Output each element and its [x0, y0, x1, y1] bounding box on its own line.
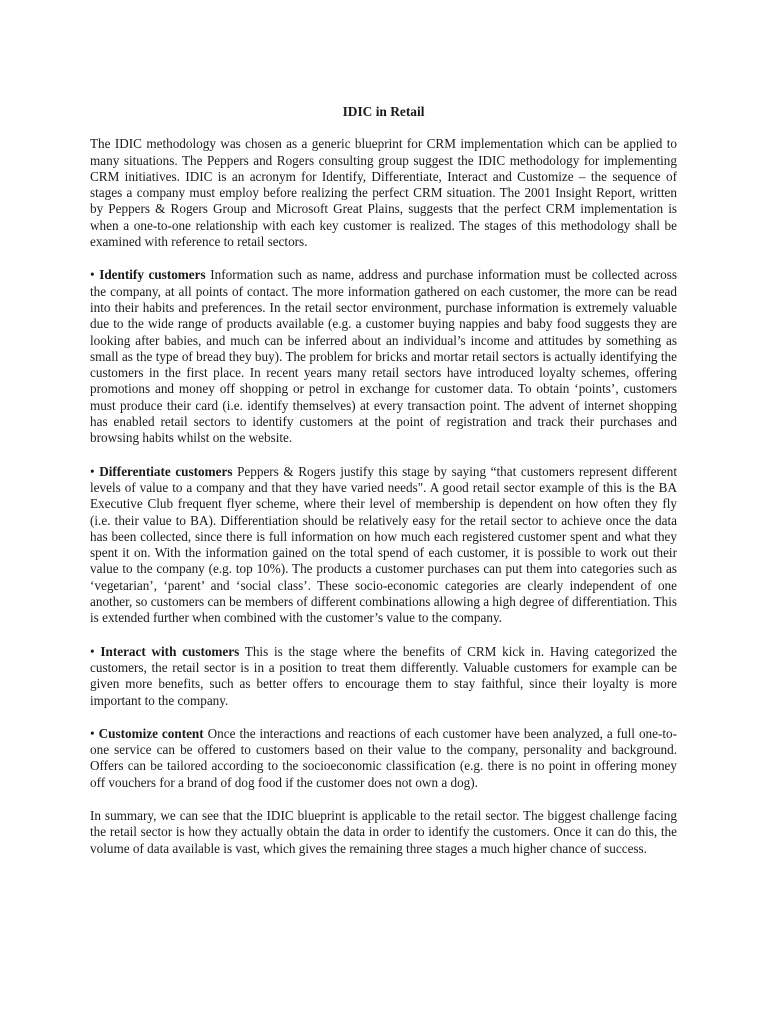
summary-paragraph: In summary, we can see that the IDIC blueprint is applicable to the retail sector. The biggest challenge facing the retail sector is how they actually obtain the data in order to identify the customers. Once it can do this, the volume of data available is vast, which gives the remaining three stages a much higher chance of success. — [90, 807, 677, 856]
section-identify — [90, 267, 677, 446]
bullet-marker: • — [90, 725, 95, 741]
section-text: This is the stage where the benefits of CRM kick in. Having categorized the customers, the retail sector is in a position to treat them differently. Valuable customers for example can be given more benefits, such as better offers to encourage them to stay faithful, since their loyalty is more important to the company. — [90, 643, 677, 708]
intro-paragraph: The IDIC methodology was chosen as a generic blueprint for CRM implementation which can be applied to many situations. The Peppers and Rogers consulting group suggest the IDIC methodology for implementing CRM initiatives. IDIC is an acronym for Identify, Differentiate, Interact and Customize – the sequence of stages a company must employ before realizing the perfect CRM situation. The 2001 Insight Report, written by Peppers & Rogers Group and Microsoft Great Plains, suggests that the perfect CRM implementation is when a one-to-one relationship with each key customer is realized. The stages of this methodology shall be examined with reference to retail sectors. — [90, 136, 677, 250]
section-differentiate — [90, 464, 677, 627]
bullet-marker: • — [90, 643, 95, 659]
section-interact — [90, 644, 677, 709]
section-heading: Customize content — [98, 725, 204, 741]
bullet-marker: • — [90, 267, 95, 283]
document-body — [90, 104, 677, 874]
section-text: Information such as name, address and purchase information must be collected across the company, at all points of contact. The more information gathered on each customer, the more can be read into their habits and preferences. In the retail sector environment, purchase information is extremely valuable due to the wide range of products available (e.g. a customer buying nappies and baby food suggests they are looking after babies, and much can be inferred about an individual’s income and attitudes by something as small as the type of bread they buy). The problem for bricks and mortar retail sectors is actually identifying the customers in the first place. In recent years many retail sectors have introduced loyalty schemes, offering promotions and money off shopping or petrol in exchange for customer data. To obtain ‘points’, customers must produce their card (i.e. identify themselves) at every transaction point. The advent of internet shopping has enabled retail sectors to identify customers at the point of registration and track their purchases and browsing habits whilst on the website. — [90, 267, 678, 446]
section-text: Once the interactions and reactions of each customer have been analyzed, a full one-to-one service can be offered to customers based on their value to the company, personality and background. Offers can be tailored according to the socioeconomic classification (e.g. there is no point in offering money off vouchers for a brand of dog food if the customer does not own a dog). — [90, 725, 678, 790]
section-customize — [90, 726, 677, 791]
section-heading: Interact with customers — [100, 643, 240, 659]
section-heading: Identify customers — [99, 267, 206, 283]
section-heading: Differentiate customers — [99, 463, 233, 479]
section-text: Peppers & Rogers justify this stage by saying “that customers represent different levels of value to a company and that they have varied needs". A good retail sector example of this is the BA Executive Club frequent flyer scheme, where their level of membership is dependent on how often they fly (i.e. their value to BA). Differentiation should be relatively easy for the retail sector to achieve once the data has been collected, since there is full information on how much each registered customer spent and what they spent it on. With the information gained on the total spend of each customer, it is possible to work out their value to the company (e.g. top 10%). The products a customer purchases can put them into categories such as ‘vegetarian’, ‘parent’ and ‘social class’. These socio-economic categories are clearly independent of one another, so customers can be members of different combinations allowing a high degree of differentiation. This is extended further when combined with the customer’s value to the company. — [90, 463, 677, 626]
document-title: IDIC in Retail — [342, 104, 425, 119]
bullet-marker: • — [90, 463, 95, 479]
